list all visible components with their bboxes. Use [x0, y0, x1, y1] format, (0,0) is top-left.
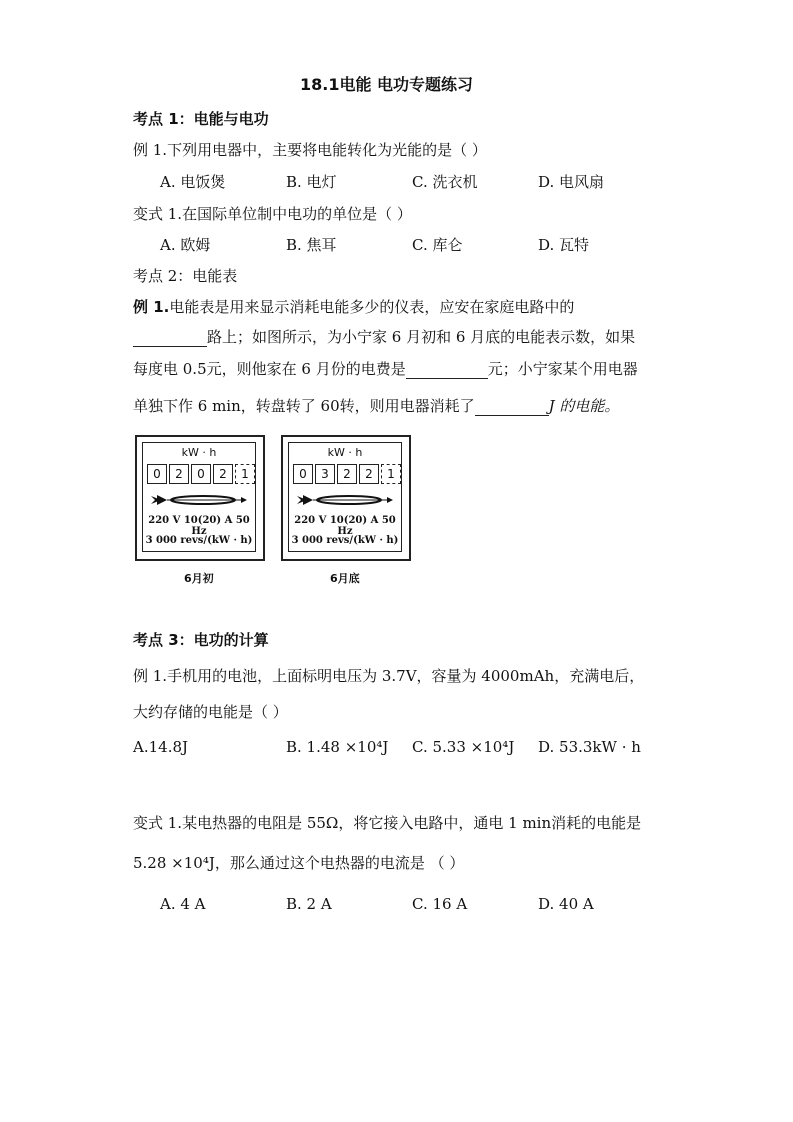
- option-b: B. 焦耳: [286, 236, 337, 254]
- meter-digit: 2: [213, 464, 233, 484]
- option-b: B. 1.48 ×10⁴J: [286, 738, 389, 756]
- section-2-heading: 考点 2：电能表: [133, 267, 238, 285]
- section-1-heading: 考点 1：电能与电功: [133, 110, 269, 128]
- option-c: C. 洗衣机: [412, 173, 478, 191]
- meter-digit: 2: [337, 464, 357, 484]
- meter-digit: 0: [191, 464, 211, 484]
- example-1-line-2: 大约存储的电能是（ ）: [133, 703, 288, 721]
- meter-digit: 0: [293, 464, 313, 484]
- option-b: B. 2 A: [286, 895, 332, 913]
- example-1-question: 例 1.下列用电器中，主要将电能转化为光能的是（ ）: [133, 141, 487, 159]
- meter-digit: 2: [359, 464, 379, 484]
- answer-blank[interactable]: [475, 399, 549, 416]
- option-d: D. 电风扇: [538, 173, 605, 191]
- section-3-heading: 考点 3：电功的计算: [133, 631, 269, 649]
- option-a: A. 4 A: [160, 895, 206, 913]
- option-c: C. 16 A: [412, 895, 468, 913]
- option-d: D. 40 A: [538, 895, 594, 913]
- meter-digits: [293, 464, 403, 484]
- example-1-line-3: 每度电 0.5元，则他家在 6 月份的电费是 元；小宁家某个用电器: [133, 360, 638, 378]
- energy-meter-june-start: [135, 435, 265, 561]
- meter-digit: 2: [169, 464, 189, 484]
- meter-spec-voltage: 220 V 10(20) A 50 Hz: [294, 515, 396, 537]
- meter-unit: kW · h: [181, 446, 217, 459]
- option-d: D. 53.3kW · h: [538, 738, 641, 756]
- answer-blank[interactable]: [133, 330, 207, 347]
- option-b: B. 电灯: [286, 173, 337, 191]
- page-title: 18.1电能 电功专题练习: [300, 75, 474, 94]
- meter-unit: kW · h: [327, 446, 363, 459]
- variant-1-line-2: 5.28 ×10⁴J，那么通过这个电热器的电流是 （ ）: [133, 854, 465, 872]
- option-c: C. 5.33 ×10⁴J: [412, 738, 515, 756]
- meter-digit-decimal: 1: [381, 464, 401, 484]
- example-1-line-1: 例 1.电能表是用来显示消耗电能多少的仪表，应安在家庭电路中的: [133, 298, 575, 316]
- option-d: D. 瓦特: [538, 236, 590, 254]
- meter-digit-decimal: 1: [235, 464, 255, 484]
- meter-caption: 6月初: [184, 572, 214, 585]
- meter-disc-icon: [297, 493, 393, 507]
- option-c: C. 库仑: [412, 236, 463, 254]
- meter-disc-icon: [151, 493, 247, 507]
- meter-spec-revs: 3 000 revs/(kW · h): [145, 535, 253, 546]
- option-a: A.14.8J: [133, 738, 189, 756]
- meter-caption: 6月底: [330, 572, 360, 585]
- option-a: A. 电饭煲: [160, 173, 226, 191]
- energy-meter-june-end: [281, 435, 411, 561]
- example-1-line-2: 路上；如图所示，为小宁家 6 月初和 6 月底的电能表示数，如果: [133, 326, 635, 347]
- meter-spec-revs: 3 000 revs/(kW · h): [291, 535, 399, 546]
- example-label: 例 1.: [133, 298, 170, 316]
- example-1-line-1: 例 1.手机用的电池，上面标明电压为 3.7V，容量为 4000mAh，充满电后，: [133, 667, 645, 685]
- meter-digits: [147, 464, 257, 484]
- meter-spec-voltage: 220 V 10(20) A 50 Hz: [148, 515, 250, 537]
- meter-digit: 0: [147, 464, 167, 484]
- meter-digit: 3: [315, 464, 335, 484]
- example-1-line-4: 单独下作 6 min，转盘转了 60转，则用电器消耗了 J 的电能。: [133, 397, 620, 415]
- option-a: A. 欧姆: [160, 236, 211, 254]
- variant-1-question: 变式 1.在国际单位制中电功的单位是（ ）: [133, 205, 412, 223]
- answer-blank[interactable]: [406, 362, 488, 379]
- variant-1-line-1: 变式 1.某电热器的电阻是 55Ω，将它接入电路中，通电 1 min消耗的电能是: [133, 814, 642, 832]
